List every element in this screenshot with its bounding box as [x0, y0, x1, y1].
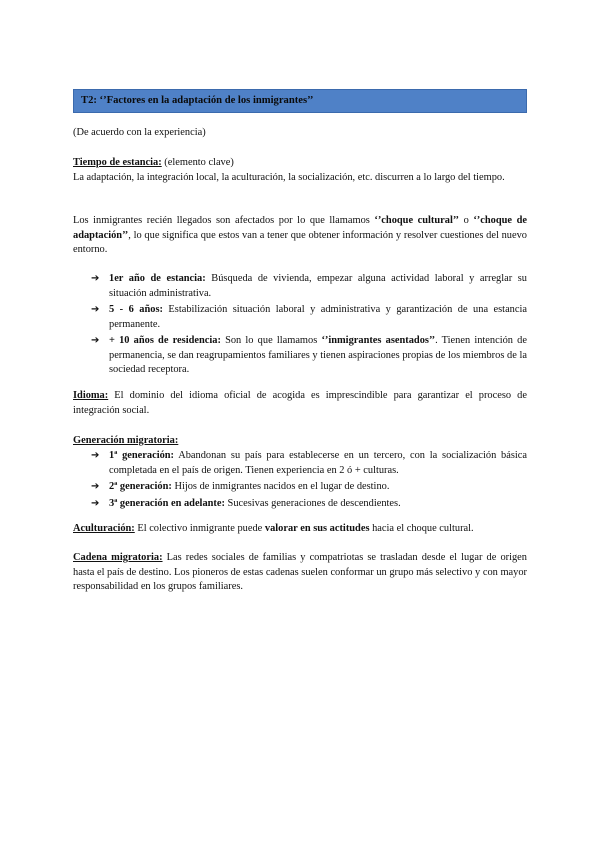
bullet-bold: 5 - 6 años: [109, 304, 163, 315]
choque-bold-2: ‘’choque de adaptación’’ [73, 215, 527, 241]
section-generacion [73, 434, 527, 449]
aculturacion-text-2: hacia el choque cultural. [369, 523, 474, 534]
bullet-bold: + 10 años de residencia: [109, 335, 221, 346]
cadena-heading: Cadena migratoria: [73, 552, 163, 563]
intro-note: (De acuerdo con la experiencia) [73, 127, 206, 138]
section-tiempo [73, 156, 527, 185]
bullet-bold: 2ª generación: [109, 481, 172, 492]
tiempo-text: La adaptación, la integración local, la aculturación, la socialización, etc. discurren a lo largo del tiempo. [73, 171, 505, 183]
cadena-text: Las redes sociales de familias y compatriotas se trasladan desde el lugar de origen hasta el país de destino. Los pioneros de estas cadenas suelen conformar un grupo más selectivo y con mayor responsabilidad en los grupos familiares. [73, 552, 527, 592]
list-item [73, 303, 527, 332]
arrow-right-icon: ➔ [91, 497, 100, 509]
aculturacion-text-1: El colectivo inmigrante puede [134, 523, 265, 534]
page-title: T2: ‘’Factores en la adaptación de los inmigrantes’’ [81, 95, 314, 106]
choque-text-2: o [459, 215, 474, 226]
list-item [73, 334, 527, 378]
aculturacion-bold: valorar en sus actitudes [264, 523, 370, 534]
bullet-bold-2: ‘’inmigrantes asentados’’ [321, 335, 436, 346]
list-item [73, 272, 527, 301]
title-banner [73, 89, 527, 113]
estancia-list [73, 272, 527, 378]
bullet-bold: 3ª generación en adelante: [109, 497, 225, 509]
section-choque [73, 214, 527, 258]
list-item [73, 480, 527, 495]
arrow-right-icon: ➔ [91, 335, 100, 346]
generacion-heading: Generación migratoria: [73, 435, 179, 446]
generacion-list [73, 449, 527, 511]
tiempo-heading: Tiempo de estancia: [73, 157, 162, 168]
bullet-text: Son lo que llamamos [220, 335, 322, 346]
choque-text-1: Los inmigrantes recién llegados son afectados por lo que llamamos [73, 215, 375, 226]
aculturacion-heading: Aculturación: [73, 523, 135, 534]
idioma-heading: Idioma: [73, 390, 109, 401]
arrow-right-icon: ➔ [91, 273, 100, 284]
bullet-text-2: . Tienen intención de permanencia, se dan reagrupamientos familiares y tienen aspiraciones propias de los miembros de la sociedad receptora. [109, 335, 527, 375]
arrow-right-icon: ➔ [91, 481, 100, 492]
bullet-text: Hijos de inmigrantes nacidos en el lugar de destino. [171, 481, 390, 492]
bullet-bold: 1er año de estancia: [109, 273, 206, 284]
idioma-text: El dominio del idioma oficial de acogida es imprescindible para garantizar el proceso de integración social. [73, 390, 527, 416]
bullet-text: Sucesivas generaciones de descendientes. [224, 497, 401, 509]
arrow-right-icon: ➔ [91, 450, 100, 461]
bullet-bold: 1ª generación: [109, 450, 175, 461]
bullet-text: Estabilización situación laboral y administrativa y garantización de una estancia permanente. [109, 304, 527, 330]
tiempo-heading-note: (elemento clave) [161, 157, 234, 168]
arrow-right-icon: ➔ [91, 304, 100, 315]
bullet-text: Búsqueda de vivienda, empezar alguna actividad laboral y arreglar su situación administrativa. [109, 273, 528, 299]
section-aculturacion [73, 522, 527, 537]
bullet-text: Abandonan su país para establecerse en un tercero, con la socialización básica completada en el país de origen. Tienen experiencia en 2 ó + culturas. [109, 450, 527, 476]
section-idioma [73, 389, 527, 418]
list-item [73, 497, 527, 512]
choque-bold-1: ‘’choque cultural’’ [374, 215, 459, 226]
list-item [73, 449, 527, 478]
section-cadena [73, 551, 527, 595]
choque-text-3: , lo que significa que estos van a tener que obtener información y resolver cuestiones del nuevo entorno. [73, 229, 527, 255]
